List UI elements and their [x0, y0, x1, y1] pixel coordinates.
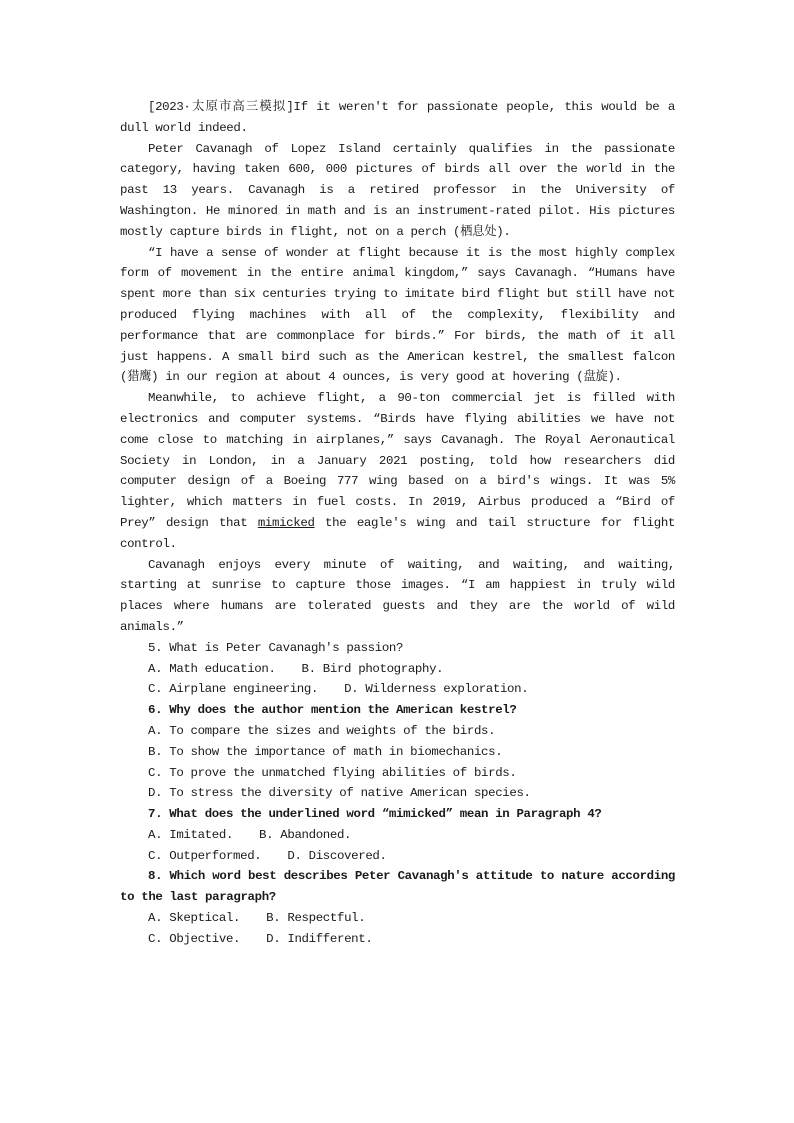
option-a[interactable]: A. Imitated. — [148, 827, 234, 842]
question-5-options-row-2 — [120, 679, 675, 700]
paragraph-3: “I have a sense of wonder at flight because it is the most highly complex form of movement in the entire animal kingdom,” says Cavanagh. “Humans have spent more than six centuries trying to imitate bird flight but still have not produced flying machines with all of the complexity, flexibility and performance that are commonplace for birds.” For birds, the math of it all just happens. A small bird such as the American kestrel, the smallest falcon (猎鹰) in our region at about 4 ounces, is very good at hovering (盘旋). — [120, 245, 675, 385]
option-b[interactable]: B. Abandoned. — [259, 827, 352, 842]
question-5: 5. What is Peter Cavanagh's passion? — [148, 640, 404, 655]
option-a[interactable]: A. Math education. — [148, 661, 276, 676]
underlined-word: mimicked — [257, 515, 315, 530]
paragraph-intro: [2023·太原市高三模拟]If it weren't for passionate people, this would be a dull world indeed. — [120, 100, 676, 135]
option-b[interactable]: B. Bird photography. — [301, 661, 444, 676]
question-6-option-c[interactable]: C. To prove the unmatched flying abilities of birds. — [148, 765, 517, 780]
paragraph-4: Meanwhile, to achieve flight, a 90-ton commercial jet is filled with electronics and computer systems. “Birds have flying abilities we have not come close to matching in airplanes,” says Cavanagh. The Royal Aeronautical Society in London, in a January 2021 posting, told how researchers did computer design of a Boeing 777 wing based on a bird's wings. It was 5% lighter, which matters in fuel costs. In 2019, Airbus produced a “Bird of Prey” design that mimicked the eagle's wing and tail structure for flight control. — [120, 391, 675, 551]
question-8-options-row-1 — [120, 908, 675, 929]
question-8: 8. Which word best describes Peter Cavanagh's attitude to nature according to the last paragraph? — [120, 869, 675, 905]
question-8-options-row-2 — [120, 929, 675, 950]
question-7-options-row-1 — [120, 825, 675, 846]
option-c[interactable]: C. Outperformed. — [148, 848, 262, 863]
question-7-options-row-2 — [120, 846, 675, 867]
option-d[interactable]: D. Discovered. — [287, 848, 387, 863]
option-c[interactable]: C. Objective. — [148, 931, 241, 946]
option-d[interactable]: D. Wilderness exploration. — [344, 682, 529, 697]
question-6-option-d[interactable]: D. To stress the diversity of native American species. — [148, 786, 531, 801]
option-b[interactable]: B. Respectful. — [266, 911, 366, 926]
question-6: 6. Why does the author mention the American kestrel? — [148, 703, 517, 718]
option-a[interactable]: A. Skeptical. — [148, 911, 241, 926]
paragraph-2: Peter Cavanagh of Lopez Island certainly qualifies in the passionate category, having taken 600, 000 pictures of birds all over the world in the past 13 years. Cavanagh is a retired professor in the University of Washington. He minored in math and is an instrument-rated pilot. His pictures mostly capture birds in flight, not on a perch (栖息处). — [120, 141, 675, 239]
question-7: 7. What does the underlined word “mimicked” mean in Paragraph 4? — [148, 807, 602, 822]
question-5-options-row-1 — [120, 659, 675, 680]
option-d[interactable]: D. Indifferent. — [266, 931, 373, 946]
question-6-option-a[interactable]: A. To compare the sizes and weights of the birds. — [148, 723, 496, 738]
document-page — [120, 97, 675, 950]
question-6-option-b[interactable]: B. To show the importance of math in biomechanics. — [148, 744, 503, 759]
paragraph-5: Cavanagh enjoys every minute of waiting, and waiting, and waiting, starting at sunrise to capture those images. “I am happiest in truly wild places where humans are tolerated guests and they are the world of wild animals.” — [120, 557, 675, 634]
source-tag: [2023·太原市高三模拟] — [148, 100, 294, 114]
option-c[interactable]: C. Airplane engineering. — [148, 682, 319, 697]
